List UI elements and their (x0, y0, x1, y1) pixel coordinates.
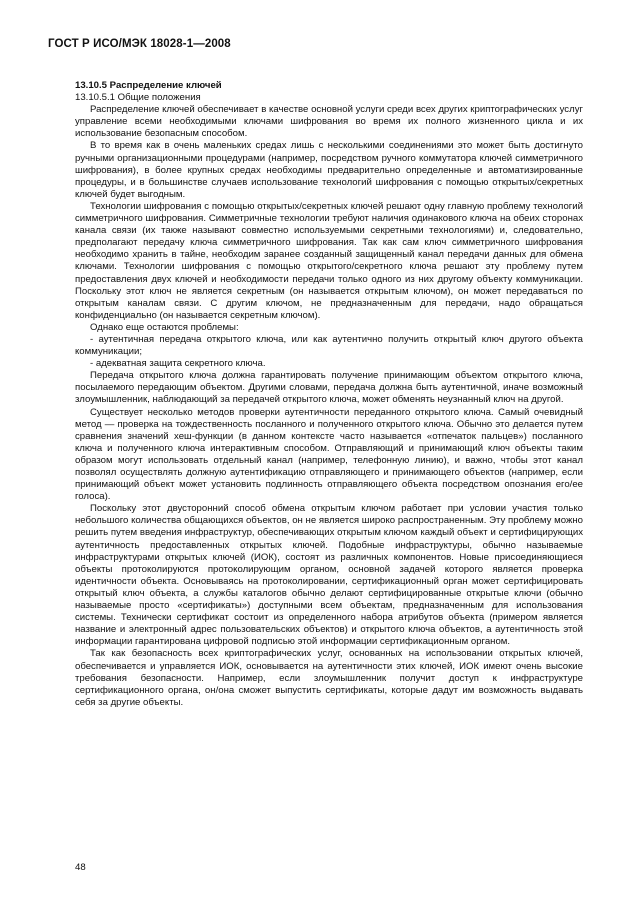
page-content (75, 80, 583, 709)
paragraph: В то время как в очень маленьких средах лишь с несколькими соединениями это может быть достигнуто ручными организационными процедурами (например, посредством ручного коммутатора ключей симметричного шифрования), в более крупных средах необходимы предварительно определенные и автоматизированные процедуры, и в большинстве случаев использование технологий шифрования с помощью открытых/секретных ключей будет выгодным. (75, 140, 583, 200)
paragraph: Передача открытого ключа должна гарантировать получение принимающим объектом открытого ключа, посылаемого передающим объектом. Другими словами, передача должна быть аутентичной, иначе возможный злоумышленник, наблюдающий за передачей открытого ключа, может обменять неузнанный ключ на другой. (75, 370, 583, 406)
page-number: 48 (75, 862, 86, 873)
list-item: - адекватная защита секретного ключа. (90, 358, 266, 370)
paragraph: Распределение ключей обеспечивает в качестве основной услуги среди всех других криптографических услуг управление всеми необходимыми ключами шифрования во время их полного жизненного цикла и их использование безопасным способом. (75, 104, 583, 140)
paragraph: Существует несколько методов проверки аутентичности переданного открытого ключа. Самый очевидный метод — проверка на тождественность посланного и полученного открытого ключа. Обычно это делается путем сравнения значений хеш-функции (в данном контексте часто называется «отпечаток пальцев») посланного ключа и полученного ключа интерактивным способом. Отправляющий и принимающий ключ объекты таким образом могут использовать отдельный канал (например, телефонную линию), и важно, чтобы этот канал позволял осуществлять должную аутентификацию отправляющего и принимающего объектов (например, если принимающий объект может установить подлинность отправляющего объекта посредством опознания его/ее голоса). (75, 406, 583, 503)
paragraph: Технологии шифрования с помощью открытых/секретных ключей решают одну главную проблему технологий симметричного шифрования. Симметричные технологии требуют наличия одинакового ключа на обеих сторонах канала связи (их также называют совместно используемыми секретными технологиями) и, следовательно, предполагают передачу ключа симметричного шифрования. Так как сам ключ симметричного шифрования необходимо хранить в тайне, необходим заранее созданный защищенный канал передачи данных для обмена ключами. Технологии шифрования с помощью открытого/секретного ключа решают эту проблему путем предоставления двух ключей и необходимости передачи только одного из них другому объекту коммуникации. Поскольку этот ключ не является секретным (он называется открытым ключом), он может передаваться по открытым каналам связи. С другим ключом, не предназначенным для передачи, надо обращаться конфиденциально (он называется секретным ключом). (75, 200, 583, 321)
list-item: - аутентичная передача открытого ключа, или как аутентично получить открытый ключ другого объекта коммуникации; (75, 333, 583, 358)
document-header: ГОСТ Р ИСО/МЭК 18028-1—2008 (48, 38, 231, 50)
subsection-heading: 13.10.5.1 Общие положения (75, 92, 201, 104)
paragraph: Так как безопасность всех криптографических услуг, основанных на использовании открытых ключей, обеспечивается и управляется ИОК, основывается на аутентичности этих ключей, ИОК имеют очень высокие требования безопасности. Например, если злоумышленник получит доступ к инфраструктуре сертификационного органа, он/она сможет выпустить сертификаты, которые дадут им возможность выдавать себя за другие объекты. (75, 648, 583, 708)
paragraph: Поскольку этот двусторонний способ обмена открытым ключом работает при условии участия только небольшого количества общающихся объектов, он не является широко распространенным. Эту проблему можно решить путем введения инфраструктур, обеспечивающих открытым ключом каждый объект и сертифицирующих аутентичность предоставленных открытых ключей. Подобные инфраструктуры, обычно называемые инфраструктурами открытых ключей (ИОК), состоят из различных компонентов. Новые присоединяющиеся объекты протоколируются протоколирующим органом, основной задачей которого является проверка идентичности объекта. Основываясь на протоколировании, сертификационный орган может сертифицировать открытый ключ объекта, а службы каталогов обычно делают сертифицированные открытые ключи (обычно называемые просто «сертификаты») доступными всем объектам, предназначенным для использования системы. Технически сертификат состоит из определенного набора атрибутов объекта (примером является название и электронный адрес пользовательских объектов) и открытого ключа объектов, а аутентичность этой информации гарантирована цифровой подписью этой информации сертификационным органом. (75, 503, 583, 648)
section-heading: 13.10.5 Распределение ключей (75, 80, 222, 91)
paragraph: Однако еще остаются проблемы: (90, 321, 239, 333)
